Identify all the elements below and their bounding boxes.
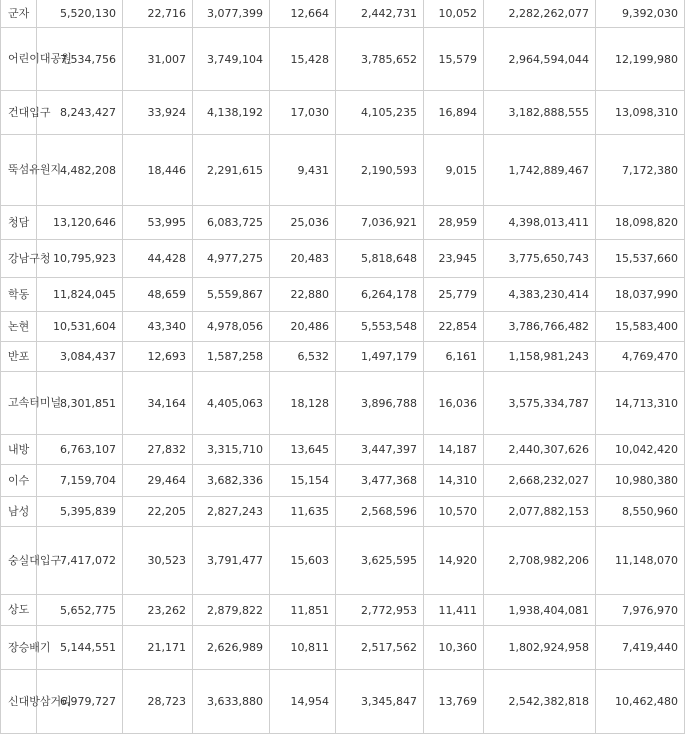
value-cell: 13,120,646 (37, 206, 123, 240)
value-cell: 11,824,045 (37, 278, 123, 312)
value-cell: 3,575,334,787 (484, 372, 596, 435)
value-cell: 2,291,615 (193, 135, 270, 206)
value-cell: 4,138,192 (193, 91, 270, 135)
station-name-cell: 상도 (1, 595, 37, 626)
value-cell: 2,517,562 (336, 626, 424, 670)
value-cell: 14,713,310 (596, 372, 685, 435)
table-row (1, 342, 685, 372)
value-cell: 30,523 (123, 527, 193, 595)
station-name-cell: 군자 (1, 0, 37, 28)
value-cell: 4,978,056 (193, 312, 270, 342)
value-cell: 7,172,380 (596, 135, 685, 206)
table-row (1, 135, 685, 206)
value-cell: 29,464 (123, 465, 193, 497)
value-cell: 12,693 (123, 342, 193, 372)
value-cell: 1,587,258 (193, 342, 270, 372)
table-row (1, 91, 685, 135)
value-cell: 18,446 (123, 135, 193, 206)
value-cell: 27,832 (123, 435, 193, 465)
value-cell: 2,879,822 (193, 595, 270, 626)
value-cell: 14,310 (424, 465, 484, 497)
value-cell: 14,920 (424, 527, 484, 595)
value-cell: 9,015 (424, 135, 484, 206)
value-cell: 5,559,867 (193, 278, 270, 312)
table-row (1, 595, 685, 626)
value-cell: 7,159,704 (37, 465, 123, 497)
value-cell: 3,447,397 (336, 435, 424, 465)
value-cell: 7,534,756 (37, 28, 123, 91)
value-cell: 5,395,839 (37, 497, 123, 527)
value-cell: 2,568,596 (336, 497, 424, 527)
value-cell: 21,171 (123, 626, 193, 670)
value-cell: 4,405,063 (193, 372, 270, 435)
value-cell: 16,036 (424, 372, 484, 435)
value-cell: 3,477,368 (336, 465, 424, 497)
value-cell: 11,411 (424, 595, 484, 626)
value-cell: 15,583,400 (596, 312, 685, 342)
value-cell: 7,036,921 (336, 206, 424, 240)
value-cell: 10,360 (424, 626, 484, 670)
value-cell: 48,659 (123, 278, 193, 312)
value-cell: 2,442,731 (336, 0, 424, 28)
value-cell: 3,633,880 (193, 670, 270, 734)
value-cell: 3,682,336 (193, 465, 270, 497)
value-cell: 1,742,889,467 (484, 135, 596, 206)
station-name-cell: 내방 (1, 435, 37, 465)
value-cell: 11,635 (270, 497, 336, 527)
value-cell: 25,779 (424, 278, 484, 312)
value-cell: 12,664 (270, 0, 336, 28)
value-cell: 3,786,766,482 (484, 312, 596, 342)
value-cell: 13,645 (270, 435, 336, 465)
value-cell: 7,417,072 (37, 527, 123, 595)
value-cell: 2,708,982,206 (484, 527, 596, 595)
value-cell: 9,392,030 (596, 0, 685, 28)
value-cell: 22,854 (424, 312, 484, 342)
value-cell: 2,772,953 (336, 595, 424, 626)
table-row (1, 626, 685, 670)
value-cell: 1,158,981,243 (484, 342, 596, 372)
table-row (1, 312, 685, 342)
value-cell: 10,462,480 (596, 670, 685, 734)
value-cell: 13,769 (424, 670, 484, 734)
value-cell: 2,827,243 (193, 497, 270, 527)
value-cell: 53,995 (123, 206, 193, 240)
value-cell: 10,042,420 (596, 435, 685, 465)
value-cell: 3,896,788 (336, 372, 424, 435)
value-cell: 1,802,924,958 (484, 626, 596, 670)
station-name-cell: 이수 (1, 465, 37, 497)
value-cell: 10,811 (270, 626, 336, 670)
value-cell: 4,383,230,414 (484, 278, 596, 312)
value-cell: 2,190,593 (336, 135, 424, 206)
value-cell: 9,431 (270, 135, 336, 206)
value-cell: 6,763,107 (37, 435, 123, 465)
value-cell: 2,626,989 (193, 626, 270, 670)
value-cell: 5,818,648 (336, 240, 424, 278)
value-cell: 11,148,070 (596, 527, 685, 595)
value-cell: 25,036 (270, 206, 336, 240)
value-cell: 28,723 (123, 670, 193, 734)
value-cell: 18,128 (270, 372, 336, 435)
value-cell: 2,077,882,153 (484, 497, 596, 527)
value-cell: 3,345,847 (336, 670, 424, 734)
value-cell: 10,570 (424, 497, 484, 527)
value-cell: 3,625,595 (336, 527, 424, 595)
value-cell: 11,851 (270, 595, 336, 626)
value-cell: 28,959 (424, 206, 484, 240)
station-name-cell: 건대입구 (1, 91, 37, 135)
value-cell: 15,537,660 (596, 240, 685, 278)
table-row (1, 465, 685, 497)
value-cell: 6,161 (424, 342, 484, 372)
value-cell: 5,553,548 (336, 312, 424, 342)
value-cell: 3,182,888,555 (484, 91, 596, 135)
value-cell: 14,187 (424, 435, 484, 465)
value-cell: 17,030 (270, 91, 336, 135)
value-cell: 34,164 (123, 372, 193, 435)
value-cell: 10,980,380 (596, 465, 685, 497)
value-cell: 1,497,179 (336, 342, 424, 372)
station-name-cell: 어린이대공원 (1, 28, 37, 91)
value-cell: 10,531,604 (37, 312, 123, 342)
table-row (1, 28, 685, 91)
value-cell: 10,052 (424, 0, 484, 28)
table-row (1, 206, 685, 240)
value-cell: 2,668,232,027 (484, 465, 596, 497)
value-cell: 22,205 (123, 497, 193, 527)
value-cell: 7,419,440 (596, 626, 685, 670)
value-cell: 12,199,980 (596, 28, 685, 91)
value-cell: 5,520,130 (37, 0, 123, 28)
value-cell: 4,482,208 (37, 135, 123, 206)
value-cell: 18,037,990 (596, 278, 685, 312)
value-cell: 4,398,013,411 (484, 206, 596, 240)
value-cell: 6,532 (270, 342, 336, 372)
value-cell: 44,428 (123, 240, 193, 278)
value-cell: 3,785,652 (336, 28, 424, 91)
value-cell: 2,964,594,044 (484, 28, 596, 91)
value-cell: 3,791,477 (193, 527, 270, 595)
value-cell: 5,652,775 (37, 595, 123, 626)
table-row (1, 0, 685, 28)
value-cell: 3,749,104 (193, 28, 270, 91)
value-cell: 4,769,470 (596, 342, 685, 372)
station-name-cell: 반포 (1, 342, 37, 372)
station-name-cell: 뚝섬유원지 (1, 135, 37, 206)
station-name-cell: 남성 (1, 497, 37, 527)
value-cell: 23,945 (424, 240, 484, 278)
station-name-cell: 숭실대입구 (1, 527, 37, 595)
value-cell: 22,880 (270, 278, 336, 312)
value-cell: 2,282,262,077 (484, 0, 596, 28)
value-cell: 22,716 (123, 0, 193, 28)
table-row (1, 278, 685, 312)
table-row (1, 435, 685, 465)
table-row (1, 527, 685, 595)
value-cell: 15,154 (270, 465, 336, 497)
value-cell: 7,976,970 (596, 595, 685, 626)
table-row (1, 497, 685, 527)
value-cell: 13,098,310 (596, 91, 685, 135)
value-cell: 8,550,960 (596, 497, 685, 527)
value-cell: 3,775,650,743 (484, 240, 596, 278)
station-name-cell: 신대방삼거리 (1, 670, 37, 734)
table-row (1, 372, 685, 435)
station-name-cell: 장승배기 (1, 626, 37, 670)
value-cell: 2,542,382,818 (484, 670, 596, 734)
table-body (1, 0, 685, 734)
value-cell: 31,007 (123, 28, 193, 91)
value-cell: 6,264,178 (336, 278, 424, 312)
station-name-cell: 고속터미널 (1, 372, 37, 435)
value-cell: 15,579 (424, 28, 484, 91)
station-name-cell: 논현 (1, 312, 37, 342)
table-row (1, 670, 685, 734)
value-cell: 4,977,275 (193, 240, 270, 278)
value-cell: 1,938,404,081 (484, 595, 596, 626)
value-cell: 8,243,427 (37, 91, 123, 135)
station-name-cell: 청담 (1, 206, 37, 240)
value-cell: 15,603 (270, 527, 336, 595)
value-cell: 14,954 (270, 670, 336, 734)
value-cell: 16,894 (424, 91, 484, 135)
value-cell: 15,428 (270, 28, 336, 91)
value-cell: 3,077,399 (193, 0, 270, 28)
value-cell: 10,795,923 (37, 240, 123, 278)
station-name-cell: 학동 (1, 278, 37, 312)
station-name-cell: 강남구청 (1, 240, 37, 278)
value-cell: 4,105,235 (336, 91, 424, 135)
value-cell: 18,098,820 (596, 206, 685, 240)
value-cell: 6,083,725 (193, 206, 270, 240)
value-cell: 6,979,727 (37, 670, 123, 734)
value-cell: 33,924 (123, 91, 193, 135)
table-row (1, 240, 685, 278)
value-cell: 3,315,710 (193, 435, 270, 465)
value-cell: 2,440,307,626 (484, 435, 596, 465)
value-cell: 8,301,851 (37, 372, 123, 435)
value-cell: 3,084,437 (37, 342, 123, 372)
value-cell: 43,340 (123, 312, 193, 342)
value-cell: 5,144,551 (37, 626, 123, 670)
value-cell: 20,486 (270, 312, 336, 342)
value-cell: 20,483 (270, 240, 336, 278)
value-cell: 23,262 (123, 595, 193, 626)
